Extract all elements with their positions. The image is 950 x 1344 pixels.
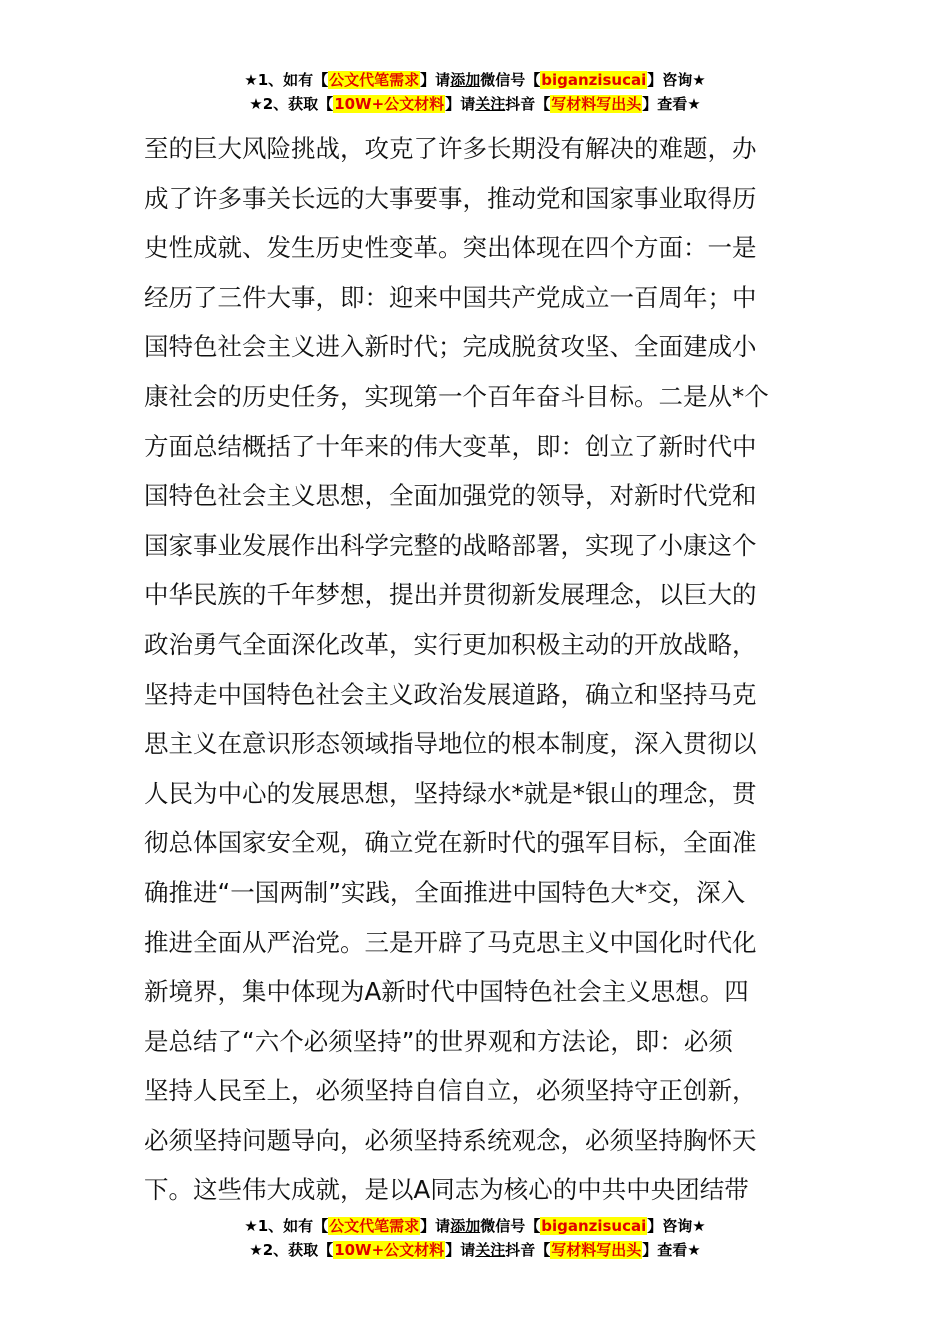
highlight-materials: 10W+公文材料 xyxy=(334,1241,445,1259)
text-line: 新境界，集中体现为A新时代中国特色社会主义思想。四 xyxy=(144,977,749,1007)
text-line: 成了许多事关长远的大事要事，推动党和国家事业取得历 xyxy=(144,183,757,213)
highlight-materials: 10W+公文材料 xyxy=(334,95,445,113)
banner-line-2: ★2、获取【10W+公文材料】请关注抖音【写材料写出头】查看★ xyxy=(249,1241,701,1259)
highlight-douyin: 写材料写出头 xyxy=(551,95,642,113)
text-line: 国家事业发展作出科学完整的战略部署，实现了小康这个 xyxy=(144,530,757,560)
highlight-wechat-id: biganzisucai xyxy=(541,71,647,89)
highlight-service: 公文代笔需求 xyxy=(329,1217,420,1235)
banner-line-1: ★1、如有【公文代笔需求】请添加微信号【biganzisucai】咨询★ xyxy=(244,1217,706,1235)
banner-line-1: ★1、如有【公文代笔需求】请添加微信号【biganzisucai】咨询★ xyxy=(244,71,706,89)
highlight-wechat-id: biganzisucai xyxy=(541,1217,647,1235)
text-line: 康社会的历史任务，实现第一个百年奋斗目标。二是从*个 xyxy=(144,381,769,411)
text-line: 思主义在意识形态领域指导地位的根本制度，深入贯彻以 xyxy=(144,729,757,759)
text-line: 坚持走中国特色社会主义政治发展道路，确立和坚持马克 xyxy=(144,679,757,709)
text-line: 至的巨大风险挑战，攻克了许多长期没有解决的难题，办 xyxy=(144,134,757,163)
text-line: 方面总结概括了十年来的伟大变革，即：创立了新时代中 xyxy=(144,431,757,461)
text-line: 下。这些伟大成就，是以A同志为核心的中共中央团结带 xyxy=(144,1175,749,1205)
text-line: 国特色社会主义进入新时代；完成脱贫攻坚、全面建成小 xyxy=(144,332,757,362)
text-line: 坚持人民至上，必须坚持自信自立，必须坚持守正创新， xyxy=(144,1076,757,1106)
banner-line-2: ★2、获取【10W+公文材料】请关注抖音【写材料写出头】查看★ xyxy=(249,95,701,113)
text-line: 国特色社会主义思想，全面加强党的领导，对新时代党和 xyxy=(144,481,757,511)
text-line: 确推进“一国两制”实践，全面推进中国特色大*交，深入 xyxy=(144,877,746,907)
text-line: 中华民族的千年梦想，提出并贯彻新发展理念，以巨大的 xyxy=(144,580,757,610)
header-banner xyxy=(0,68,950,116)
text-line: 是总结了“六个必须坚持”的世界观和方法论，即：必须 xyxy=(144,1026,733,1056)
footer-banner xyxy=(0,1214,950,1262)
text-line: 彻总体国家安全观，确立党在新时代的强军目标，全面准 xyxy=(144,828,757,858)
text-line: 史性成就、发生历史性变革。突出体现在四个方面：一是 xyxy=(144,233,757,263)
text-line: 经历了三件大事，即：迎来中国共产党成立一百周年；中 xyxy=(144,282,757,312)
text-line: 政治勇气全面深化改革，实行更加积极主动的开放战略， xyxy=(144,629,757,659)
text-line: 推进全面从严治党。三是开辟了马克思主义中国化时代化 xyxy=(144,927,757,957)
document-body xyxy=(144,124,808,1215)
text-line: 人民为中心的发展思想，坚持绿水*就是*银山的理念，贯 xyxy=(144,778,757,808)
highlight-service: 公文代笔需求 xyxy=(329,71,420,89)
text-line: 必须坚持问题导向，必须坚持系统观念，必须坚持胸怀天 xyxy=(144,1125,757,1155)
highlight-douyin: 写材料写出头 xyxy=(551,1241,642,1259)
